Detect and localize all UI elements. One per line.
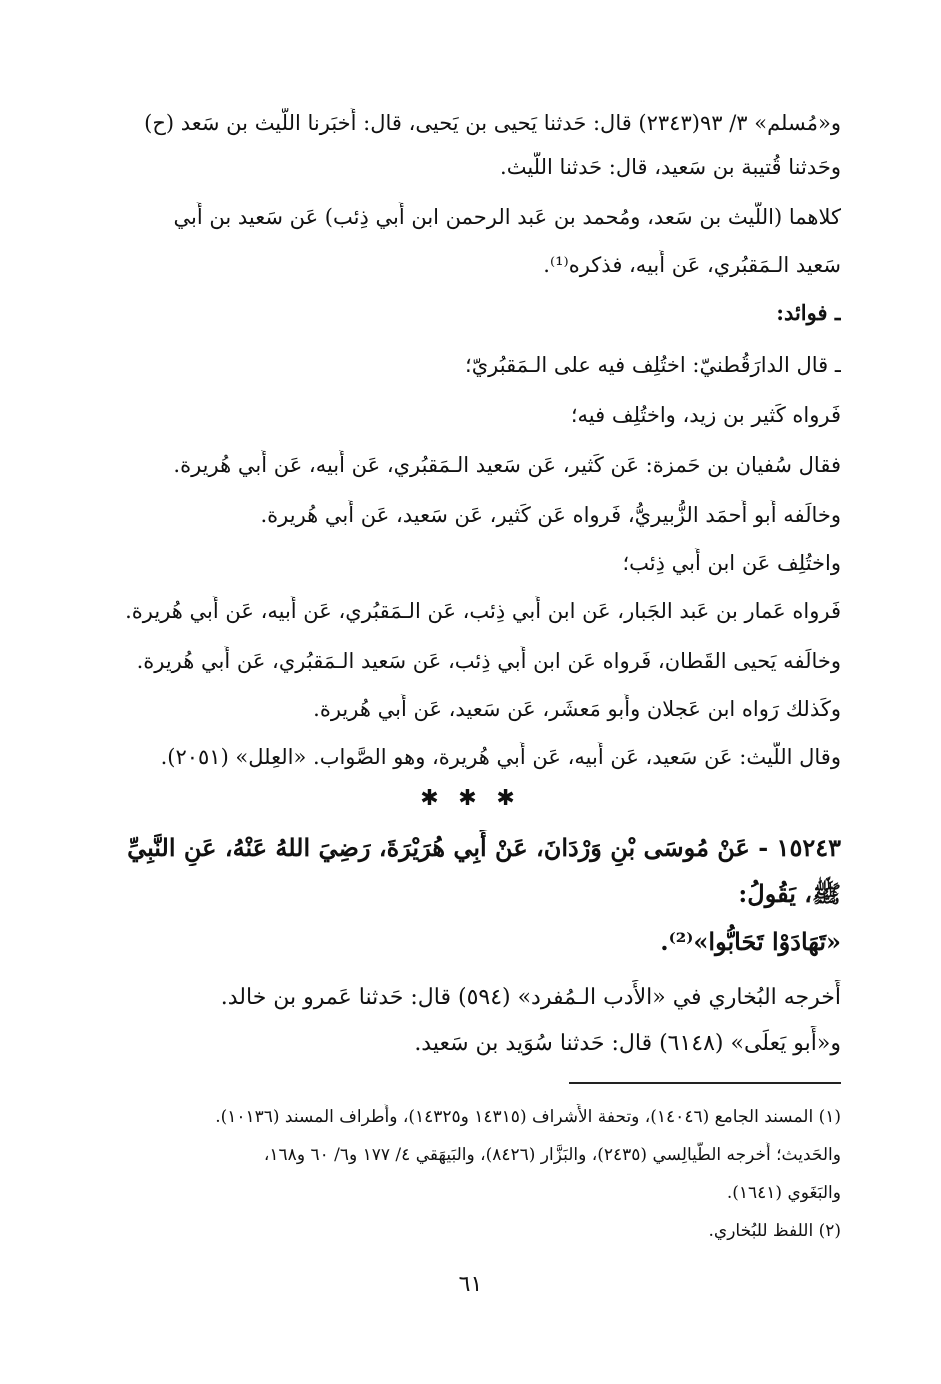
text-line: وحَدثنا قُتيبة بن سَعيد، قال: حَدثنا اللَّيث. xyxy=(500,155,841,179)
text-line: وقال اللَّيث: عَن سَعيد، عَن أَبيه، عَن أَبي هُريرة، وهو الصَّواب. «العِلل» (٢٠٥١). xyxy=(160,745,841,769)
text-line: فَرواه عَمار بن عَبد الجَبار، عَن ابن أَبي ذِئب، عَن الـمَقبُري، عَن أَبيه، عَن أَبي هُريرة. xyxy=(125,599,841,623)
text-line: فَرواه كَثير بن زيد، واختُلِف فيه؛ xyxy=(570,403,841,427)
text-line: سَعيد الـمَقبُري، عَن أَبيه، فذكره⁽¹⁾. xyxy=(543,253,841,277)
text-line: فقال سُفيان بن حَمزة: عَن كَثير، عَن سَعيد الـمَقبُري، عَن أَبيه، عَن أَبي هُريرة. xyxy=(173,453,841,477)
text-line: وكَذلك رَواه ابن عَجلان وأَبو مَعشَر، عَن سَعيد، عَن أَبي هُريرة. xyxy=(313,697,841,721)
text-line: ـ قال الدارَقُطنيّ: اختُلِف فيه على الـمَقبُريّ؛ xyxy=(465,353,841,377)
source-line: أَخرجه البُخاري في «الأَدب الـمُفرد» (٥٩٤) قال: حَدثنا عَمرو بن خالد. xyxy=(220,985,841,1010)
hadith-text-line: ١٥٢٤٣ - عَنْ مُوسَى بْنِ وَرْدَانَ، عَنْ أَبِي هُرَيْرَةَ، رَضِيَ اللهُ عَنْهُ، عَنِ النَّبِيِّ xyxy=(127,833,841,862)
footnote-line: (٢) اللفظ للبُخاري. xyxy=(708,1221,841,1241)
hadith-text-line: ﷺ، يَقُولُ: xyxy=(738,879,841,908)
text-line: و«مُسلم» ٣/ ٩٣(٢٣٤٣) قال: حَدثنا يَحيى بن يَحيى، قال: أَخبَرنا اللَّيث بن سَعد (ح) xyxy=(144,111,841,135)
source-line: و«أَبو يَعلَى» (٦١٤٨) قال: حَدثنا سُوَيد بن سَعيد. xyxy=(414,1031,841,1056)
section-heading: ـ فوائد: xyxy=(776,300,841,325)
footnote-line: والحَديث؛ أَخرجه الطَّيالِسي (٢٤٣٥)، والبَزَّار (٨٤٢٦)، والبَيهَقي ٤/ ١٧٧ و٦/ ٦٠ و١٦٨، xyxy=(263,1145,841,1165)
footnote-rule xyxy=(569,1082,841,1084)
footnote-line: والبَغَوي (١٦٤١). xyxy=(726,1183,841,1203)
text-line: وخالَفه يَحيى القَطان، فَرواه عَن ابن أَبي ذِئب، عَن سَعيد الـمَقبُري، عَن أَبي هُريرة. xyxy=(136,649,841,673)
page-number: ٦١ xyxy=(458,1272,483,1297)
text-line: كلاهما (اللَّيث بن سَعد، ومُحمد بن عَبد الرحمن ابن أَبي ذِئب) عَن سَعيد بن أَبي xyxy=(173,205,841,229)
footnote-line: (١) المسند الجامع (١٤٠٤٦)، وتحفة الأَشراف (١٤٣١٥ و١٤٣٢٥)، وأَطراف المسند (١٠١٣٦). xyxy=(215,1107,841,1127)
text-line: واختُلِف عَن ابن أَبي ذِئب؛ xyxy=(622,551,841,575)
hadith-text-line: «تَهَادَوْا تَحَابُّوا»⁽²⁾. xyxy=(660,927,841,956)
text-line: وخالَفه أَبو أَحمَد الزُّبيريُّ، فَرواه عَن كَثير، عَن سَعيد، عَن أَبي هُريرة. xyxy=(260,503,841,527)
section-separator: ✱ ✱ ✱ xyxy=(420,786,521,811)
